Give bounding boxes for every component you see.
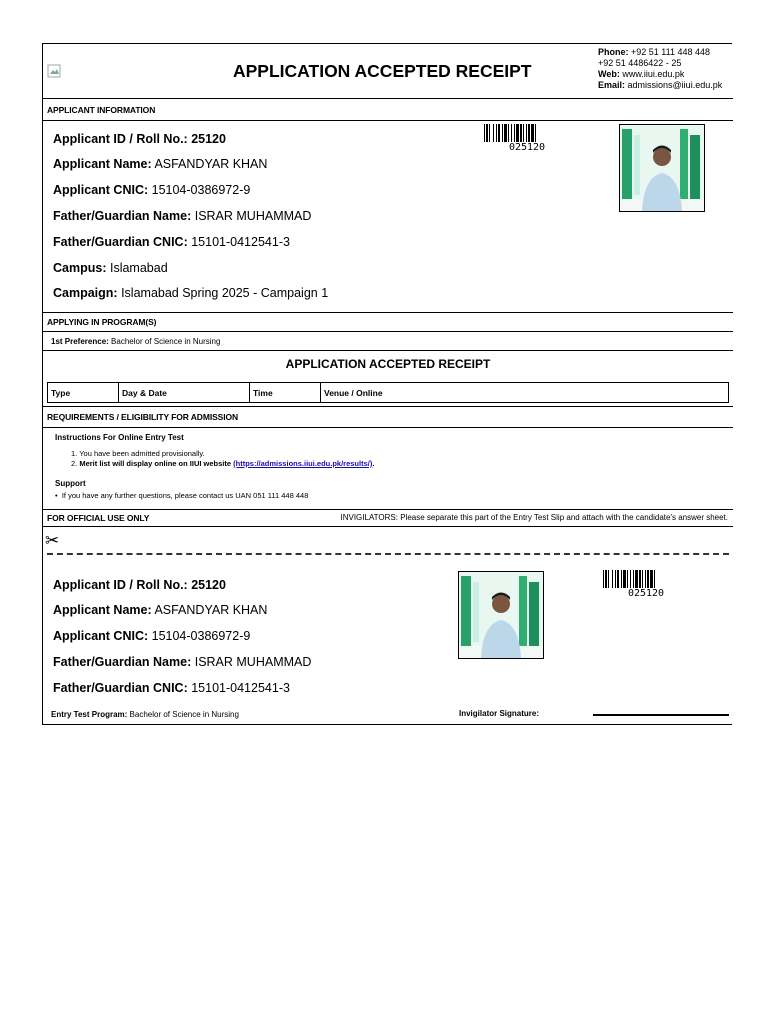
slip-applicant-id: Applicant ID / Roll No.: 25120 (53, 578, 226, 592)
schedule-table (47, 382, 729, 403)
slip-father-name: Father/Guardian Name: ISRAR MUHAMMAD (53, 655, 312, 669)
section-title-official: FOR OFFICIAL USE ONLY (47, 513, 150, 523)
email-link[interactable]: admissions@iiui.edu.pk (627, 80, 723, 90)
program-preference: 1st Preference: Bachelor of Science in Nursing (51, 337, 221, 346)
barcode-slip: 025120 (603, 570, 689, 597)
col-venue: Venue / Online (321, 383, 729, 403)
list-item: 1. You have been admitted provisionally. (71, 449, 205, 458)
person-photo-icon (459, 572, 543, 658)
slip-applicant-name: Applicant Name: ASFANDYAR KHAN (53, 603, 268, 617)
father-name: Father/Guardian Name: ISRAR MUHAMMAD (53, 209, 312, 223)
slip-applicant-cnic: Applicant CNIC: 15104-0386972-9 (53, 629, 251, 643)
col-type: Type (48, 383, 119, 403)
page-title: APPLICATION ACCEPTED RECEIPT (233, 61, 532, 81)
section-title-program: APPLYING IN PROGRAM(S) (47, 317, 157, 327)
web-link[interactable]: www.iiui.edu.pk (622, 69, 685, 79)
campaign: Campaign: Islamabad Spring 2025 - Campaign 1 (53, 286, 329, 300)
instructions-list (71, 449, 374, 469)
instructions-title: Instructions For Online Entry Test (55, 433, 184, 442)
entry-test-program: Entry Test Program: Bachelor of Science in Nursing (51, 710, 239, 719)
slip-applicant-photo (458, 571, 544, 659)
applicant-id: Applicant ID / Roll No.: 25120 (53, 132, 226, 146)
applicant-name: Applicant Name: ASFANDYAR KHAN (53, 157, 268, 171)
applicant-cnic: Applicant CNIC: 15104-0386972-9 (53, 183, 251, 197)
signature-line (593, 714, 729, 716)
support-item: • If you have any further questions, please contact us UAN 051 111 448 448 (55, 491, 309, 500)
scissors-icon: ✂ (45, 531, 60, 550)
signature-label: Invigilator Signature: (459, 709, 540, 718)
slip-father-cnic: Father/Guardian CNIC: 15101-0412541-3 (53, 681, 290, 695)
phone-primary: +92 51 111 448 448 (631, 47, 711, 57)
phone-secondary: +92 51 4486422 - 25 (598, 58, 682, 68)
receipt-heading: APPLICATION ACCEPTED RECEIPT (285, 357, 491, 371)
results-link[interactable]: (https://admissions.iiui.edu.pk/results/) (233, 459, 373, 468)
section-title-requirements: REQUIREMENTS / ELIGIBILITY FOR ADMISSION (47, 412, 239, 422)
contact-block: Phone: +92 51 111 448 448 +92 51 4486422 - 25 Web: www.iiui.edu.pk Email: admissions@iiui.edu.pk (598, 47, 723, 90)
bullet-icon: • (55, 491, 58, 500)
col-time: Time (250, 383, 321, 403)
col-day-date: Day & Date (119, 383, 250, 403)
receipt-frame (42, 43, 732, 725)
support-title: Support (55, 479, 86, 488)
father-cnic: Father/Guardian CNIC: 15101-0412541-3 (53, 235, 290, 249)
campus: Campus: Islamabad (53, 261, 168, 275)
invigilators-note: INVIGILATORS: Please separate this part of the Entry Test Slip and attach with the candidate's answer sheet. (340, 513, 728, 522)
person-photo-icon (620, 125, 704, 211)
list-item: 2. Merit list will display online on IIUI website (https://admissions.iiui.edu.pk/results/). (71, 459, 375, 468)
cut-line (47, 553, 729, 555)
section-title-applicant: APPLICANT INFORMATION (47, 105, 156, 115)
table-header-row (48, 383, 729, 403)
applicant-photo (619, 124, 705, 212)
logo-placeholder-icon (47, 64, 61, 78)
barcode-top: 025120 (484, 124, 570, 151)
